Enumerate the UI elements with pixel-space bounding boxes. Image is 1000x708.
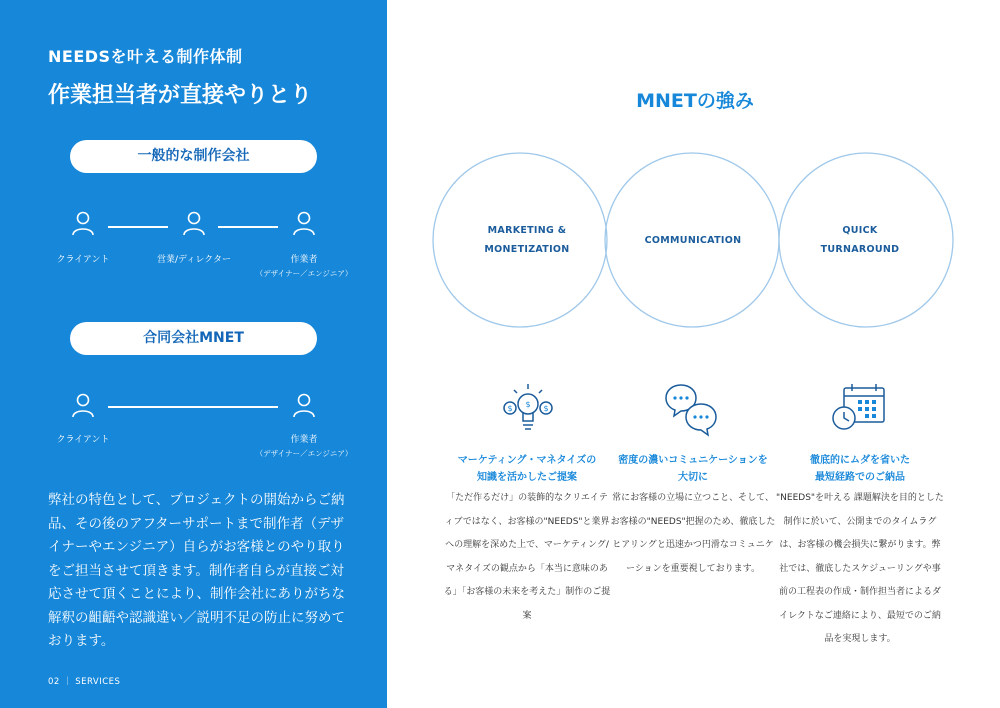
circle-label-line: MARKETING & <box>487 225 567 236</box>
lightbulb-money-icon <box>500 380 556 438</box>
worker-label <box>244 432 364 459</box>
svg-text:$: $ <box>543 404 549 413</box>
section-subtitle: NEEDSを叶える制作体制 <box>48 47 243 66</box>
page-footer: 02 ｜ SERVICES <box>48 677 121 687</box>
circle-label-line: COMMUNICATION <box>644 235 742 246</box>
circle-label-line: TURNAROUND <box>820 244 900 255</box>
circle-label-communication <box>613 231 773 250</box>
worker-person-icon <box>291 210 317 236</box>
feature-heading-quick <box>775 452 945 486</box>
connector-line <box>108 226 168 228</box>
feature-heading-line: 大切に <box>678 472 708 483</box>
circle-label-quick <box>780 221 940 259</box>
client-label: クライアント <box>56 435 110 445</box>
sales-person-icon <box>181 210 207 236</box>
feature-heading-line: 知識を活かしたご提案 <box>477 472 577 483</box>
mnet-heading: 合同会社MNET <box>70 322 317 355</box>
feature-body-communication: 常にお客様の立場に立つこと、そして、お客様の"NEEDS"把握のため、徹底したヒアリングと迅速かつ円滑なコミュニケーションを重要視しております。 <box>610 493 776 574</box>
feature-heading-line: 密度の濃いコミュニケーションを <box>618 455 768 466</box>
client-label: クライアント <box>56 255 110 265</box>
feature-heading-line: 最短経路でのご納品 <box>815 472 905 483</box>
feature-heading-line: マーケティング・マネタイズの <box>457 455 597 466</box>
circle-label-line: QUICK <box>842 225 878 236</box>
circle-label-line: MONETIZATION <box>484 244 570 255</box>
worker-label-text: 作業者 <box>290 435 318 445</box>
client-person-icon <box>70 392 96 418</box>
general-company-heading: 一般的な制作会社 <box>70 140 317 173</box>
svg-text:$: $ <box>525 400 531 409</box>
worker-person-icon <box>291 392 317 418</box>
client-person-icon <box>70 210 96 236</box>
description-paragraph: 弊社の特色として、プロジェクトの開始からご納品、その後のアフターサポートまで制作者（デザイナーやエンジニア）自らがお客様とのやり取りをご担当させて頂きます。制作者自らが直接ご対応させて頂くことにより、制作会社にありがちな解釈の齟齬や認識違い／説明不足の防止に努めております。 <box>48 492 345 649</box>
feature-heading-communication <box>608 452 778 486</box>
worker-label-text: 作業者 <box>290 255 318 265</box>
feature-body-marketing: 「ただ作るだけ」の装飾的なクリエイティブではなく、お客様の"NEEDS"と業界への理解を深めた上で、マーケティング/マネタイズの観点から「本当に意味のある」「お客様の未来を考えた」制作のご提案 <box>443 493 611 621</box>
feature-body-quick: "NEEDS"を叶える 課題解決を目的とした制作に於いて、公開までのタイムラグは、お客様の機会損失に繋がります。弊社では、徹底したスケジューリングや事前の工程表の作成・制作担当者によるダイレクトなご連絡により、最短でのご納品を実現します。 <box>776 493 944 644</box>
connector-line <box>108 406 278 408</box>
section-title: 作業担当者が直接やりとり <box>48 83 313 108</box>
chat-bubbles-icon <box>662 383 720 437</box>
strengths-title: MNETの強み <box>636 90 754 112</box>
left-panel <box>0 0 387 708</box>
worker-label <box>244 252 364 279</box>
connector-line <box>218 226 278 228</box>
feature-heading-line: 徹底的にムダを省いた <box>810 455 910 466</box>
svg-text:$: $ <box>507 404 513 413</box>
calendar-clock-icon <box>830 382 890 434</box>
circle-label-marketing <box>447 221 607 259</box>
sales-label: 営業/ディレクター <box>157 255 231 265</box>
worker-label-sub: （デザイナー／エンジニア） <box>255 449 353 458</box>
feature-heading-marketing <box>442 452 612 486</box>
worker-label-sub: （デザイナー／エンジニア） <box>255 269 353 278</box>
